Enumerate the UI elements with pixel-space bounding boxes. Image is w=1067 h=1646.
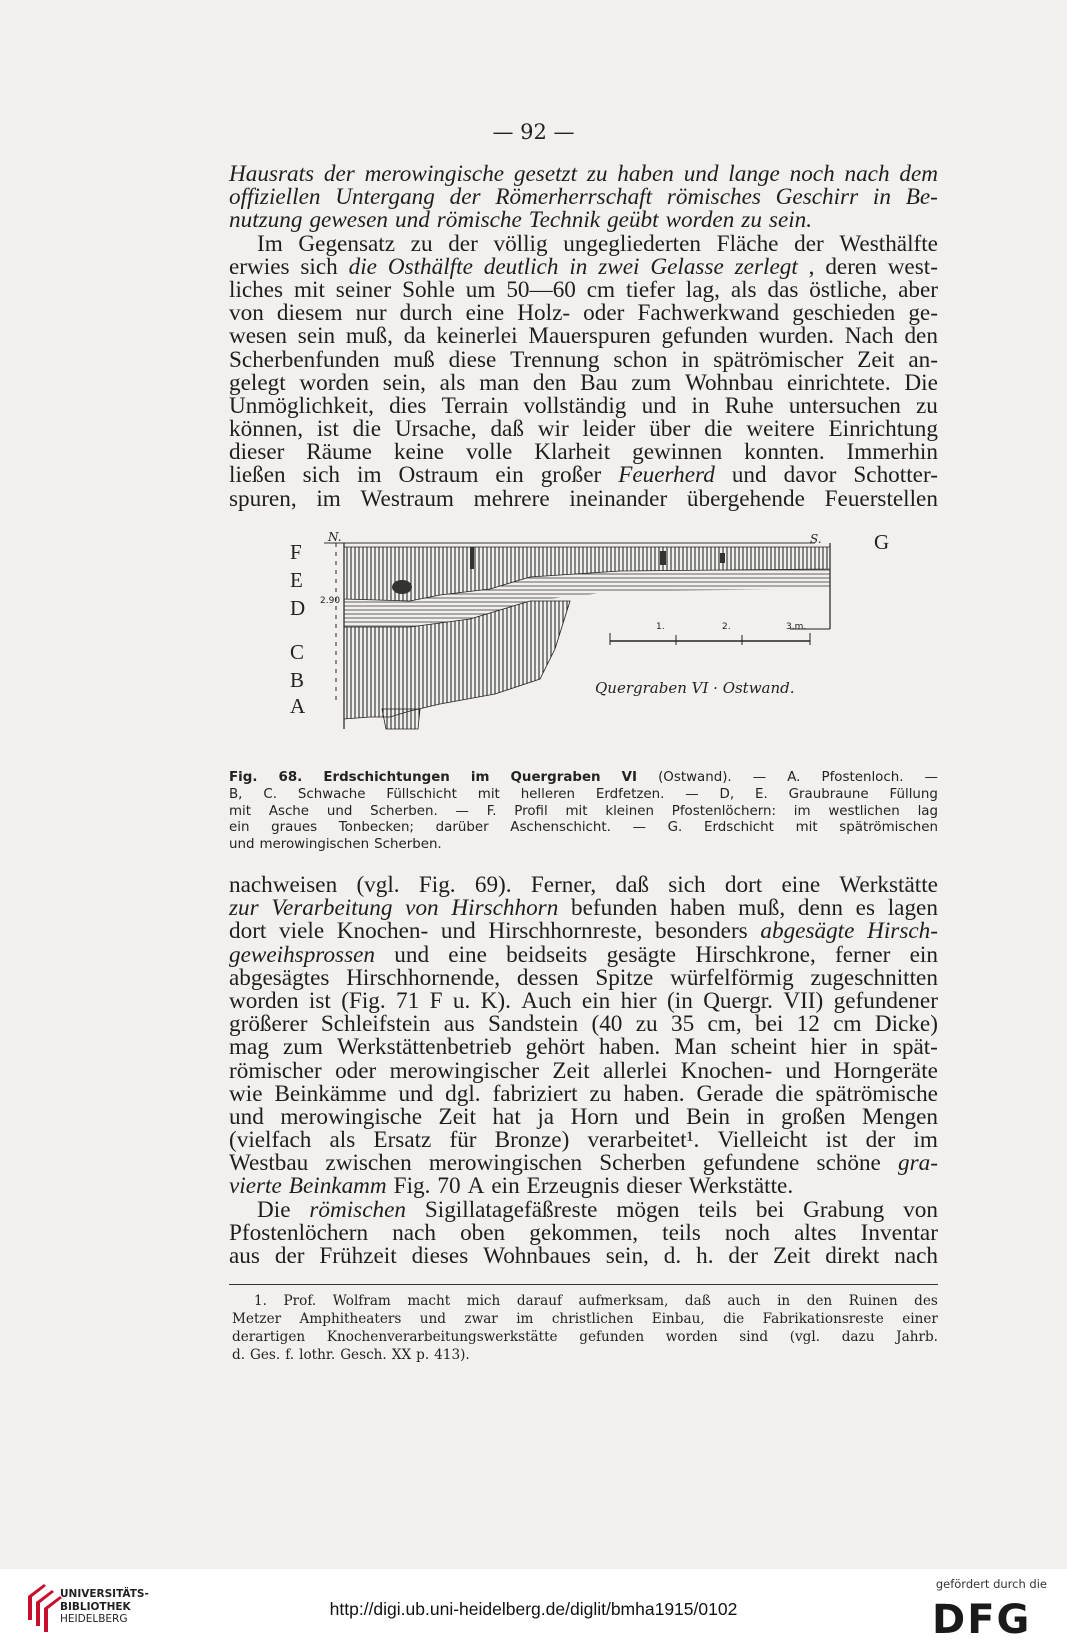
figure-caption [229, 770, 938, 854]
body-text-line: dieser Räume keine volle Klarheit gewinnen konnten. Immerhin [229, 439, 938, 466]
scale-label: 3.m. [786, 622, 807, 632]
scale-label: 1. [656, 622, 665, 632]
body-text-line: ließen sich im Ostraum ein großer Feuerherd und davor Schotter- [229, 462, 938, 489]
body-text-line: Die römischen Sigillatagefäßreste mögen teils bei Grabung von [257, 1196, 938, 1223]
footnote-line: derartigen Knochenverarbeitungswerkstätte gefunden worden sind (vgl. dazu Jahrb. [232, 1329, 938, 1345]
body-text-line: (vielfach als Ersatz für Bronze) verarbeitet¹. Vielleicht ist der im [229, 1127, 938, 1154]
footnote [232, 1292, 938, 1364]
footnote-line: Metzer Amphitheaters und zwar im christlichen Einbau, die Fabrikationsreste einer [232, 1311, 938, 1327]
body-text-line: worden ist (Fig. 71 F u. K). Auch ein hier (in Quergr. VII) gefundener [229, 987, 938, 1014]
body-text-line: spuren, im Westraum mehrere ineinander übergehende Feuerstellen [229, 485, 938, 512]
layer-letter-c: C [290, 640, 305, 664]
footnote-rule [229, 1284, 938, 1285]
svg-text:DFG: DFG [932, 1597, 1032, 1639]
body-text-line: gelegt worden sein, als man den Bau zum Wohnbau einrichtete. Die [229, 369, 938, 396]
digitization-footer [0, 1569, 1067, 1646]
south-label: S. [810, 532, 822, 546]
layer-letter-f: F [290, 540, 302, 564]
layer-letter-a: A [290, 694, 306, 718]
body-text-line: können, ist die Ursache, daß wir leider über die weitere Einrichtung [229, 416, 938, 443]
layer-letter-e: E [290, 568, 303, 592]
layer-letter-b: B [290, 668, 305, 692]
body-text-line: geweihsprossen und eine beidseits gesägte Hirschkrone, ferner ein [229, 941, 938, 968]
scale-labels [656, 622, 806, 632]
caption-line: ein graues Tonbecken; darüber Aschenschicht. — G. Erdschicht mit spätrömischen [229, 820, 938, 836]
body-text-line: liches mit seiner Sohle um 50—60 cm tiefer lag, als das östliche, aber [229, 276, 938, 303]
layer-letters [290, 540, 306, 718]
body-text-line: dort viele Knochen- und Hirschhornreste, besonders abgesägte Hirsch- [229, 918, 938, 945]
body-text-line: nachweisen (vgl. Fig. 69). Ferner, daß sich dort eine Werkstätte [229, 872, 938, 898]
caption-line: und merowingischen Scherben. [229, 837, 442, 853]
layer-letter-d: D [290, 596, 306, 620]
page-number: — 92 — [492, 120, 575, 144]
body-text-line: vierte Beinkamm Fig. 70 A ein Erzeugnis dieser Werkstätte. [229, 1173, 794, 1200]
handwritten-figure-title: Quergraben VI · Ostwand. [595, 679, 795, 697]
body-text-line: erwies sich die Osthälfte deutlich in zwei Gelasse zerlegt , deren west- [229, 253, 938, 280]
body-text-line: Pfostenlöchern nach oben gekommen, teils noch altes Inventar [229, 1219, 938, 1246]
page-url[interactable]: http://digi.ub.uni-heidelberg.de/diglit/bmha1915/0102 [329, 1599, 738, 1619]
body-text-line: Westbau zwischen merowingischen Scherben gefundene schöne gra- [229, 1150, 938, 1177]
stratigraphy-figure [290, 529, 910, 765]
funding-note: gefördert durch die [935, 1577, 1047, 1591]
body-text-line: zur Verarbeitung von Hirschhorn befunden haben muß, denn es lagen [229, 895, 938, 922]
body-text-line: Im Gegensatz zu der völlig ungegliederten Fläche der Westhälfte [257, 230, 938, 257]
body-text-line: von diesem nur durch eine Holz- oder Fachwerkwand geschieden ge- [229, 300, 938, 327]
pottery-shard [392, 580, 412, 594]
body-text-line: wesen sein muß, da keinerlei Mauerspuren gefunden wurden. Nach den [229, 323, 938, 350]
dfg-logo-icon [928, 1595, 1048, 1639]
body-text-line: Scherbenfunden muß diese Trennung schon in spätrömischer Zeit an- [229, 346, 938, 373]
footnote-line: 1. Prof. Wolfram macht mich darauf aufmerksam, daß auch in den Ruinen des [254, 1293, 938, 1309]
library-name: UNIVERSITÄTS- BIBLIOTHEK HEIDELBERG [60, 1588, 149, 1626]
body-text-line: größerer Schleifstein aus Sandstein (40 zu 35 cm, bei 12 cm Dicke) [229, 1011, 938, 1038]
body-text-line: römischer oder merowingischer Zeit allerlei Knochen- und Horngeräte [229, 1057, 938, 1084]
body-text-top [229, 163, 938, 511]
footnote-line: d. Ges. f. lothr. Gesch. XX p. 413). [232, 1347, 470, 1363]
caption-line: mit Asche und Scherben. — F. Profil mit kleinen Pfostenlöchern: im westlichen lag [229, 803, 938, 819]
posthole [382, 709, 420, 729]
body-text-line: wie Beinkämme und dgl. fabriziert zu haben. Gerade die spätrömische [229, 1080, 938, 1107]
body-text-line: nutzung gewesen und römische Technik geübt worden zu sein. [229, 207, 813, 234]
depth-label: 2.90 [320, 596, 341, 606]
body-text-line: Unmöglichkeit, dies Terrain vollständig und in Ruhe untersuchen zu [229, 392, 938, 419]
caption-line: Fig. 68. Erdschichtungen im Quergraben VI (Ostwand). — A. Pfostenloch. — [229, 770, 938, 785]
body-text-line: mag zum Werkstättenbetrieb gehört haben. Man scheint hier in spät- [229, 1034, 938, 1061]
body-text-line: abgesägtes Hirschhornende, dessen Spitze würfelförmig zugeschnitten [229, 964, 938, 991]
body-text-bottom [229, 874, 938, 1268]
body-text-line: und merowingische Zeit hat ja Horn und Bein in großen Mengen [229, 1103, 938, 1130]
north-label: N. [328, 530, 342, 544]
body-text-line: Hausrats der merowingische gesetzt zu haben und lange noch nach dem [229, 161, 938, 187]
body-text-line: aus der Frühzeit dieses Wohnbaues sein, d. h. der Zeit direkt nach [229, 1243, 938, 1269]
body-text-line: offiziellen Untergang der Römerherrschaft römisches Geschirr in Be- [229, 184, 938, 211]
scale-label: 2. [722, 622, 731, 632]
caption-line: B, C. Schwache Füllschicht mit helleren Erdfetzen. — D, E. Graubraune Füllung [229, 786, 938, 802]
layer-g-label: G [874, 530, 890, 554]
